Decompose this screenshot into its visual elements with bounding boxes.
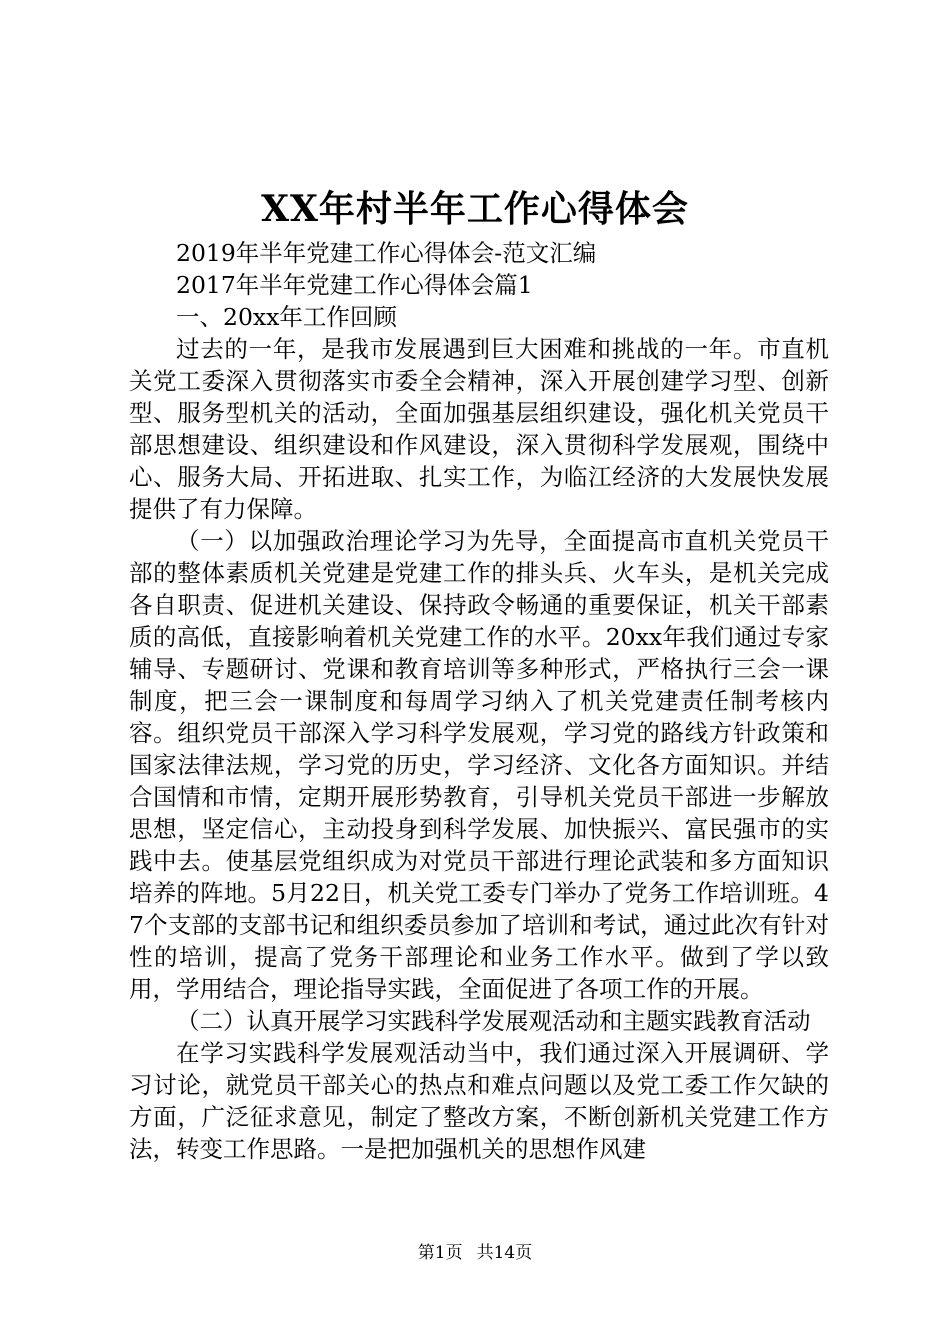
- paragraph-subtitle-2017: 2017年半年党建工作心得体会篇1: [176, 271, 533, 299]
- paragraph-intro: 过去的一年，是我市发展遇到巨大困难和挑战的一年。市直机关党工委深入贯彻落实市委全会精神，深入开展创建学习型、创新型、服务型机关的活动，全面加强基层组织建设，强化机关党员干部思想建设、组织建设和作风建设，深入贯彻科学发展观，围绕中心、服务大局、开拓进取、扎实工作，为临江经济的大发展快发展提供了有力保障。: [129, 335, 829, 523]
- document-title: XX年村半年工作心得体会: [261, 188, 689, 230]
- page-total: 共14页: [476, 1243, 533, 1263]
- page-number: 第1页: [417, 1243, 463, 1263]
- page-footer: [0, 1241, 950, 1265]
- section-heading-review: 一、20xx年工作回顾: [176, 303, 397, 331]
- paragraph-section-two: 在学习实践科学发展观活动当中，我们通过深入开展调研、学习讨论，就党员干部关心的热点和难点问题以及党工委工作欠缺的方面，广泛征求意见，制定了整改方案，不断创新机关党建工作方法，转变工作思路。一是把加强机关的思想作风建: [129, 1039, 829, 1163]
- document-body: [129, 237, 829, 1165]
- paragraph-section-one: （一）以加强政治理论学习为先导，全面提高市直机关党员干部的整体素质机关党建是党建工作的排头兵、火车头，是机关完成各自职责、促进机关建设、保持政令畅通的重要保证，机关干部素质的高低，直接影响着机关党建工作的水平。20xx年我们通过专家辅导、专题研讨、党课和教育培训等多种形式，严格执行三会一课制度，把三会一课制度和每周学习纳入了机关党建责任制考核内容。组织党员干部深入学习科学发展观，学习党的路线方针政策和国家法律法规，学习党的历史，学习经济、文化各方面知识。并结合国情和市情，定期开展形势教育，引导机关党员干部进一步解放思想，坚定信心，主动投身到科学发展、加快振兴、富民强市的实践中去。使基层党组织成为对党员干部进行理论武装和多方面知识培养的阵地。5月22日，机关党工委专门举办了党务工作培训班。47个支部的支部书记和组织委员参加了培训和考试，通过此次有针对性的培训，提高了党务干部理论和业务工作水平。做到了学以致用，学用结合，理论指导实践，全面促进了各项工作的开展。: [129, 527, 829, 1003]
- paragraph-subtitle-2019: 2019年半年党建工作心得体会-范文汇编: [176, 239, 597, 267]
- section-heading-two: （二）认真开展学习实践科学发展观活动和主题实践教育活动: [176, 1007, 811, 1035]
